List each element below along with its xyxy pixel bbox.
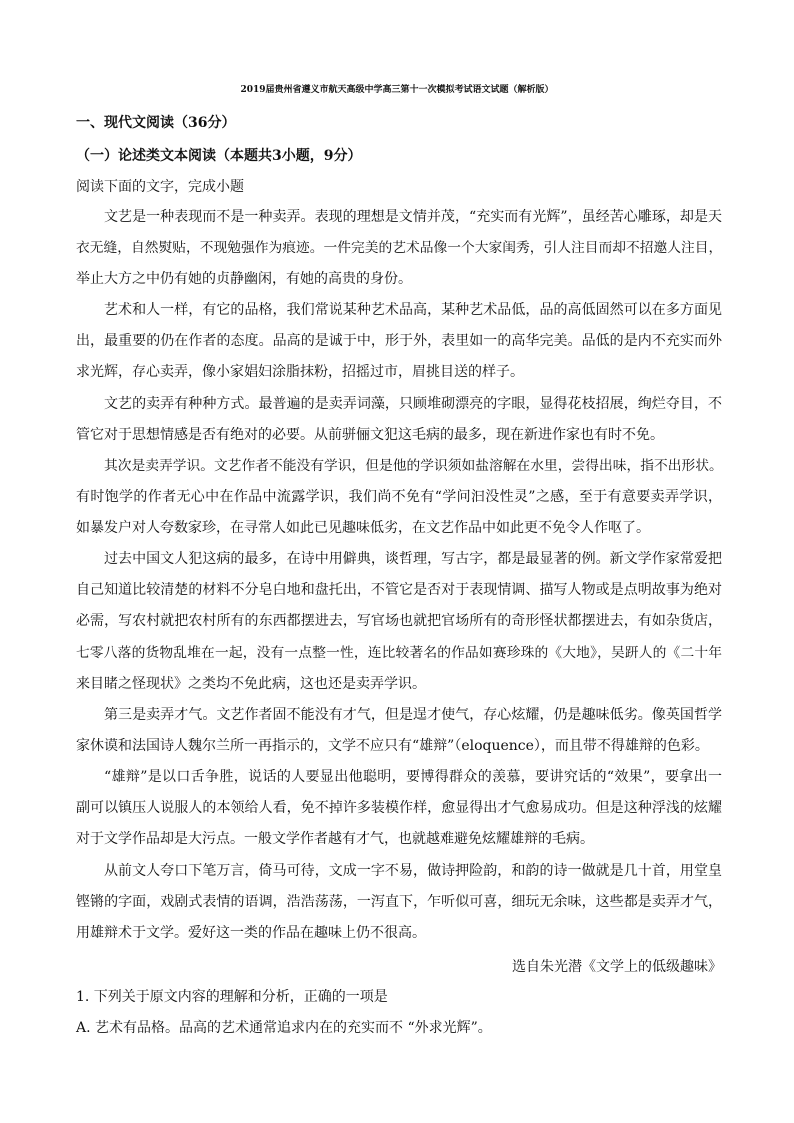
paragraph-line: 家休谟和法国诗人魏尔兰所一再指示的，文学不应只有“雄辩”（eloquence），而且带不得雄辩的色彩。 xyxy=(76,738,709,754)
paragraph-line: 衣无缝，自然熨贴，不现勉强作为痕迹。一件完美的艺术品像一个大家闺秀，引人注目而却不招邀人注目， xyxy=(76,240,723,256)
paragraph-line: 自己知道比较清楚的材料不分皂白地和盘托出，不管它是否对于表现情调、描写人物或是点明故事为绝对 xyxy=(76,582,722,598)
paragraph-line: 副可以镇压人说服人的本领给人看，免不掉许多装模作样，愈显得出才气愈易成功。但是这种浮浅的炫耀 xyxy=(76,800,722,816)
reading-instruction: 阅读下面的文字，完成小题 xyxy=(76,179,244,195)
question-stem: 1. 下列关于原文内容的理解和分析，正确的一项是 xyxy=(76,989,388,1005)
paragraph-line: 求光辉，存心卖弄，像小家娼妇涂脂抹粉，招摇过市，眉挑目送的样子。 xyxy=(76,364,524,380)
paragraph-line: 第三是卖弄才气。文艺作者固不能没有才气，但是逞才使气，存心炫耀，仍是趣味低劣。像英国哲学 xyxy=(104,707,722,723)
paragraph-line: 文艺的卖弄有种种方式。最普遍的是卖弄词藻，只顾堆砌漂亮的字眼，显得花枝招展，绚烂夺目，不 xyxy=(104,396,722,412)
source-citation: 选自朱光潜《文学上的低级趣味》 xyxy=(512,959,722,975)
paragraph-line: 出，最重要的仍在作者的态度。品高的是诚于中，形于外，表里如一的高华完美。品低的是内不充实而外 xyxy=(76,333,722,349)
paragraph-line: 过去中国文人犯这病的最多，在诗中用僻典，谈哲理，写古字，都是最显著的例。新文学作家常爱把 xyxy=(104,551,722,567)
paragraph-line: 铿锵的字面，戏剧式表情的语调，浩浩荡荡，一泻直下，乍听似可喜，细玩无余味，这些都是卖弄才气， xyxy=(76,894,722,910)
paragraph-line: 有时饱学的作者无心中在作品中流露学识，我们尚不免有“学问汩没性灵”之感，至于有意要卖弄学识， xyxy=(76,489,722,505)
subsection-heading: （一）论述类文本阅读（本题共3小题，9分） xyxy=(76,148,362,164)
paragraph-line: 管它对于思想情感是否有绝对的必要。从前骈俪文犯这毛病的最多，现在新进作家也有时不免。 xyxy=(76,427,664,443)
paragraph-line: 如暴发户对人夸数家珍，在寻常人如此已见趣味低劣，在文艺作品中如此更不免令人作呕了。 xyxy=(76,520,650,536)
paragraph-line: 必需，写农村就把农村所有的东西都摆进去，写官场也就把官场所有的奇形怪状都摆进去，有如杂货店， xyxy=(76,613,722,629)
paragraph-line: 来目睹之怪现状》之类均不免此病，这也还是卖弄学识。 xyxy=(76,676,426,692)
paragraph-line: 举止大方之中仍有她的贞静幽闲，有她的高贵的身份。 xyxy=(76,271,412,287)
answer-option-a: A. 艺术有品格。品高的艺术通常追求内在的充实而不 “外求光辉”。 xyxy=(76,1020,492,1036)
paragraph-line: 艺术和人一样，有它的品格，我们常说某种艺术品高，某种艺术品低，品的高低固然可以在多方面见 xyxy=(104,302,722,318)
paragraph-line: 七零八落的货物乱堆在一起，没有一点整一性，连比较著名的作品如赛珍珠的《大地》，吴趼人的《二十年 xyxy=(76,645,722,661)
paragraph-line: 对于文学作品却是大污点。一般文学作者越有才气，也就越难避免炫耀雄辩的毛病。 xyxy=(76,831,594,847)
paragraph-line: “雄辩”是以口舌争胜，说话的人要显出他聪明，要博得群众的羡慕，要讲究话的“效果”，要拿出一 xyxy=(104,769,722,785)
paragraph-line: 从前文人夸口下笔万言，倚马可待，文成一字不易，做诗押险韵，和韵的诗一做就是几十首，用堂皇 xyxy=(104,863,722,879)
section-heading: 一、现代文阅读（36分） xyxy=(76,115,236,131)
paragraph-line: 文艺是一种表现而不是一种卖弄。表现的理想是文情并茂，“充实而有光辉”，虽经苦心雕琢，却是天 xyxy=(104,209,722,225)
paragraph-line: 其次是卖弄学识。文艺作者不能没有学识，但是他的学识须如盐溶解在水里，尝得出味，指不出形状。 xyxy=(104,458,723,474)
paragraph-line: 用雄辩术于文学。爱好这一类的作品在趣味上仍不很高。 xyxy=(76,925,426,941)
document-title: 2019届贵州省遵义市航天高级中学高三第十一次模拟考试语文试题（解析版） xyxy=(240,85,554,95)
